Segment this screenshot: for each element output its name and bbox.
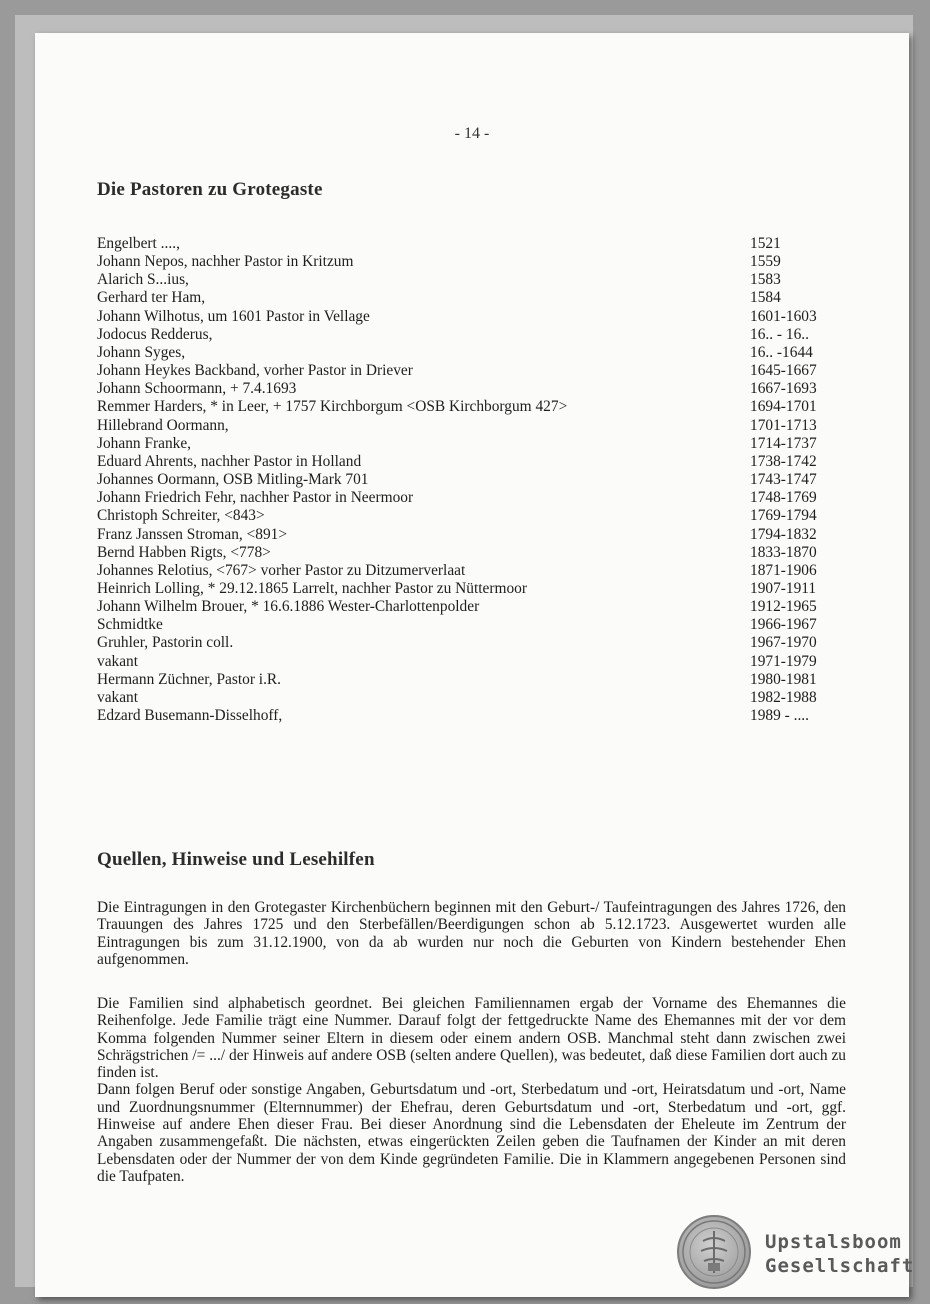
pastor-entry: [97, 271, 830, 289]
pastor-entry: [97, 562, 830, 580]
pastor-entry: [97, 616, 830, 634]
pastor-name: Hermann Züchner, Pastor i.R.: [97, 670, 282, 688]
pastor-entry: [97, 507, 830, 525]
pastor-name: Hillebrand Oormann,: [97, 416, 229, 434]
pastors-heading: Die Pastoren zu Grotegaste: [97, 179, 323, 200]
paragraph-text-a: Die Familien sind alphabetisch geordnet. Bei gleichen Familiennamen ergab der Vorname des Ehemannes die Reihenfolge. Jede Familie trägt eine Nummer. Darauf folgt der fettgedruckte Name des Ehemannes mit der vor dem Komma folgenden Nummer seiner Eltern in diesem oder einem andern OSB. Manchmal steht dann zwischen zwei Schrägstrichen /= .../ der Hinweis auf andere OSB (selten andere Quellen), was bedeutet, daß diese Familien dort auch zu finden ist.: [97, 995, 846, 1082]
pastor-name: Johann Schoormann, + 7.4.1693: [97, 380, 297, 398]
sources-paragraph-1: [97, 899, 846, 968]
pastor-entry: [97, 380, 830, 398]
pastor-entry: [97, 471, 830, 489]
pastor-years: 1912-1965: [750, 598, 817, 616]
pastor-years: 1989 - ....: [750, 707, 809, 725]
sources-paragraph-2: [97, 995, 846, 1185]
pastor-years: 1701-1713: [750, 416, 817, 434]
brand-line-1: Upstalsboom: [765, 1231, 902, 1253]
pastor-name: vakant: [97, 652, 139, 670]
pastor-name: Johannes Relotius, <767> vorher Pastor zu Ditzumerverlaat: [97, 561, 466, 579]
pastor-name: Franz Janssen Stroman, <891>: [97, 525, 288, 543]
pastor-years: 1738-1742: [750, 452, 817, 470]
pastor-list: [97, 235, 830, 725]
pastor-entry: [97, 326, 830, 344]
pastor-entry: [97, 544, 830, 562]
pastor-entry: [97, 435, 830, 453]
pastor-entry: [97, 653, 830, 671]
pastor-name: Bernd Habben Rigts, <778>: [97, 543, 271, 561]
brand-line-2: Gesellschaft: [765, 1255, 915, 1277]
pastor-name: Christoph Schreiter, <843>: [97, 507, 265, 525]
pastor-years: 1871-1906: [750, 561, 817, 579]
pastor-name: Schmidtke: [97, 616, 163, 634]
sources-heading: Quellen, Hinweise und Lesehilfen: [97, 849, 375, 870]
pastor-name: Johann Heykes Backband, vorher Pastor in Driever: [97, 362, 413, 380]
pastor-years: 1833-1870: [750, 543, 817, 561]
pastor-name: Alarich S...ius,: [97, 271, 189, 289]
pastor-name: Johann Syges,: [97, 343, 186, 361]
pastor-name: Johann Franke,: [97, 434, 192, 452]
pastor-entry: [97, 235, 830, 253]
pastor-years: 1748-1769: [750, 489, 817, 507]
page-number: - 14 -: [454, 125, 490, 142]
pastor-years: 1601-1603: [750, 307, 817, 325]
pastor-entry: [97, 417, 830, 435]
pastor-entry: [97, 489, 830, 507]
pastor-name: Johann Wilhelm Brouer, * 16.6.1886 Wester-Charlottenpolder: [97, 598, 480, 616]
pastor-name: Gerhard ter Ham,: [97, 289, 206, 307]
pastor-years: 1584: [750, 289, 781, 307]
pastor-name: Johann Wilhotus, um 1601 Pastor in Vellage: [97, 307, 370, 325]
document-page: [35, 33, 915, 1297]
pastor-name: Engelbert ....,: [97, 235, 180, 252]
pastor-name: Eduard Ahrents, nachher Pastor in Holland: [97, 452, 362, 470]
pastor-entry: [97, 453, 830, 471]
seal-logo-icon: [677, 1215, 751, 1289]
pastor-entry: [97, 598, 830, 616]
pastor-years: 1645-1667: [750, 362, 817, 380]
pastor-years: 1583: [750, 271, 781, 289]
paragraph-text: Die Eintragungen in den Grotegaster Kirchenbüchern beginnen mit den Geburt-/ Taufeintragungen des Jahres 1726, den Trauungen des Jahres 1725 und den Sterbefällen/Beerdigungen schon ab 5.12.1723. Ausgewertet wurden alle Eintragungen bis zum 31.12.1900, von da ab wurden nur noch die Geburten von Kindern bestehender Ehen aufgenommen.: [97, 899, 846, 968]
pastor-entry: [97, 362, 830, 380]
pastor-years: 1559: [750, 253, 781, 271]
pastor-years: 1694-1701: [750, 398, 817, 416]
pastor-years: 1667-1693: [750, 380, 817, 398]
pastor-years: 1966-1967: [750, 616, 817, 634]
pastor-years: 1907-1911: [750, 579, 817, 597]
pastor-entry: [97, 398, 830, 416]
pastor-entry: [97, 289, 830, 307]
pastor-years: 1794-1832: [750, 525, 817, 543]
pastor-years: 1982-1988: [750, 688, 817, 706]
pastor-years: 1521: [750, 235, 781, 252]
pastor-entry: [97, 671, 830, 689]
pastor-name: Jodocus Redderus,: [97, 325, 213, 343]
pastor-name: Edzard Busemann-Disselhoff,: [97, 707, 283, 725]
paragraph-text-b: Dann folgen Beruf oder sonstige Angaben, Geburtsdatum und -ort, Sterbedatum und -ort, Heiratsdatum und -ort, Name und Zuordnungsnummer (Elternnummer) der Ehefrau, deren Geburtsdatum und -ort, Sterbedatum und -ort, ggf. Hinweise auf andere Ehen dieser Frau. Bei dieser Anordnung sind die Lebensdaten der Eheleute im Zentrum der Angaben zusammengefaßt. Die nächsten, etwas eingerückten Zeilen geben die Taufnamen der Kinder an mit deren Lebensdaten oder der Nummer der von dem Kinde gegründeten Familie. Die in Klammern angegebenen Personen sind die Taufpaten.: [97, 1081, 846, 1185]
pastor-entry: [97, 580, 830, 598]
pastor-entry: [97, 707, 830, 725]
pastor-name: Johannes Oormann, OSB Mitling-Mark 701: [97, 471, 369, 489]
pastor-years: 1714-1737: [750, 434, 817, 452]
pastor-name: Johann Friedrich Fehr, nachher Pastor in Neermoor: [97, 489, 414, 507]
pastor-entry: [97, 344, 830, 362]
pastor-years: 1769-1794: [750, 507, 817, 525]
pastor-years: 1967-1970: [750, 634, 817, 652]
pastor-years: 16.. -1644: [750, 343, 813, 361]
pastor-years: 16.. - 16..: [750, 325, 809, 343]
pastor-years: 1743-1747: [750, 471, 817, 489]
pastor-entry: [97, 526, 830, 544]
pastor-name: Remmer Harders, * in Leer, + 1757 Kirchborgum <OSB Kirchborgum 427>: [97, 398, 568, 416]
pastor-name: vakant: [97, 688, 139, 706]
pastor-name: Heinrich Lolling, * 29.12.1865 Larrelt, nachher Pastor zu Nüttermoor: [97, 579, 527, 597]
pastor-years: 1980-1981: [750, 670, 817, 688]
pastor-name: Johann Nepos, nachher Pastor in Kritzum: [97, 253, 354, 271]
page-frame: [15, 15, 913, 1287]
pastor-years: 1971-1979: [750, 652, 817, 670]
pastor-name: Gruhler, Pastorin coll.: [97, 634, 234, 652]
pastor-entry: [97, 253, 830, 271]
pastor-entry: [97, 689, 830, 707]
pastor-entry: [97, 308, 830, 326]
pastor-entry: [97, 634, 830, 652]
